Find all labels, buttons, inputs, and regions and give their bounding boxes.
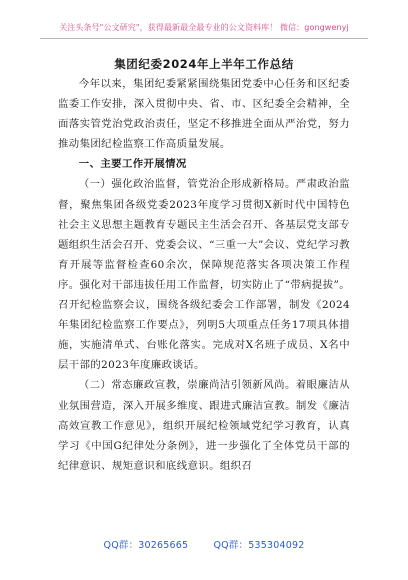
document-body bbox=[58, 74, 350, 476]
footer-qq-group-1: QQ群：30265665 bbox=[103, 540, 189, 551]
body-paragraph-2: （二）常态廉政宣教，崇廉尚洁引领新风尚。着眼廉洁从业氛围营造，深入开展多维度、跟进式廉洁宣教。制发《廉洁高效宣教工作意见》，组织开展纪检领域党纪学习教育，认真学习《中国G纪律处分条例》，进一步强化了全体党员干部的纪律意识、规矩意识和底线意识。组织召 bbox=[58, 379, 350, 472]
section-heading: 一、主要工作开展情况 bbox=[78, 158, 187, 171]
footer-qq-group-2: QQ群：535304092 bbox=[213, 540, 305, 551]
document-title: 集团纪委2024年上半年工作总结 bbox=[114, 57, 294, 71]
page-footer bbox=[0, 537, 408, 551]
intro-paragraph: 今年以来，集团纪委紧紧围绕集团党委中心任务和区纪委监委工作安排，深入贯彻中央、省、市、区纪委全会精神，全面落实管党治党政治责任，坚定不移推进全面从严治党，努力推动集团纪检监察工作高质量发展。 bbox=[58, 78, 350, 151]
body-paragraph-1: （一）强化政治监督，管党治企形成新格局。严肃政治监督，聚焦集团各级党委2023年度学习贯彻X新时代中国特色社会主义思想主题教育专题民主生活会召开、各基层党支部专题组织生活会召开、党委会议、“三重一大”会议、党纪学习教育开展等监督检查60余次，保障规范落实各项决策工作程序。强化对干部违拔任用工作监督，切实防止了“带病提拔”。召开纪检监察会议，围绕各级纪委会工作部署，制发《2024年集团纪检监察工作要点》，列明5大项重点任务17项具体措施，实施清单式、台账化落实。完成对X名班子成员、X名中层干部的2023年度廉政谈话。 bbox=[58, 178, 350, 372]
header-divider bbox=[40, 38, 368, 39]
page-header-note: 关注头条号"公文研究"，获得最新最全最专业的公文资料库！ 微信：gongwenyj bbox=[59, 23, 349, 32]
